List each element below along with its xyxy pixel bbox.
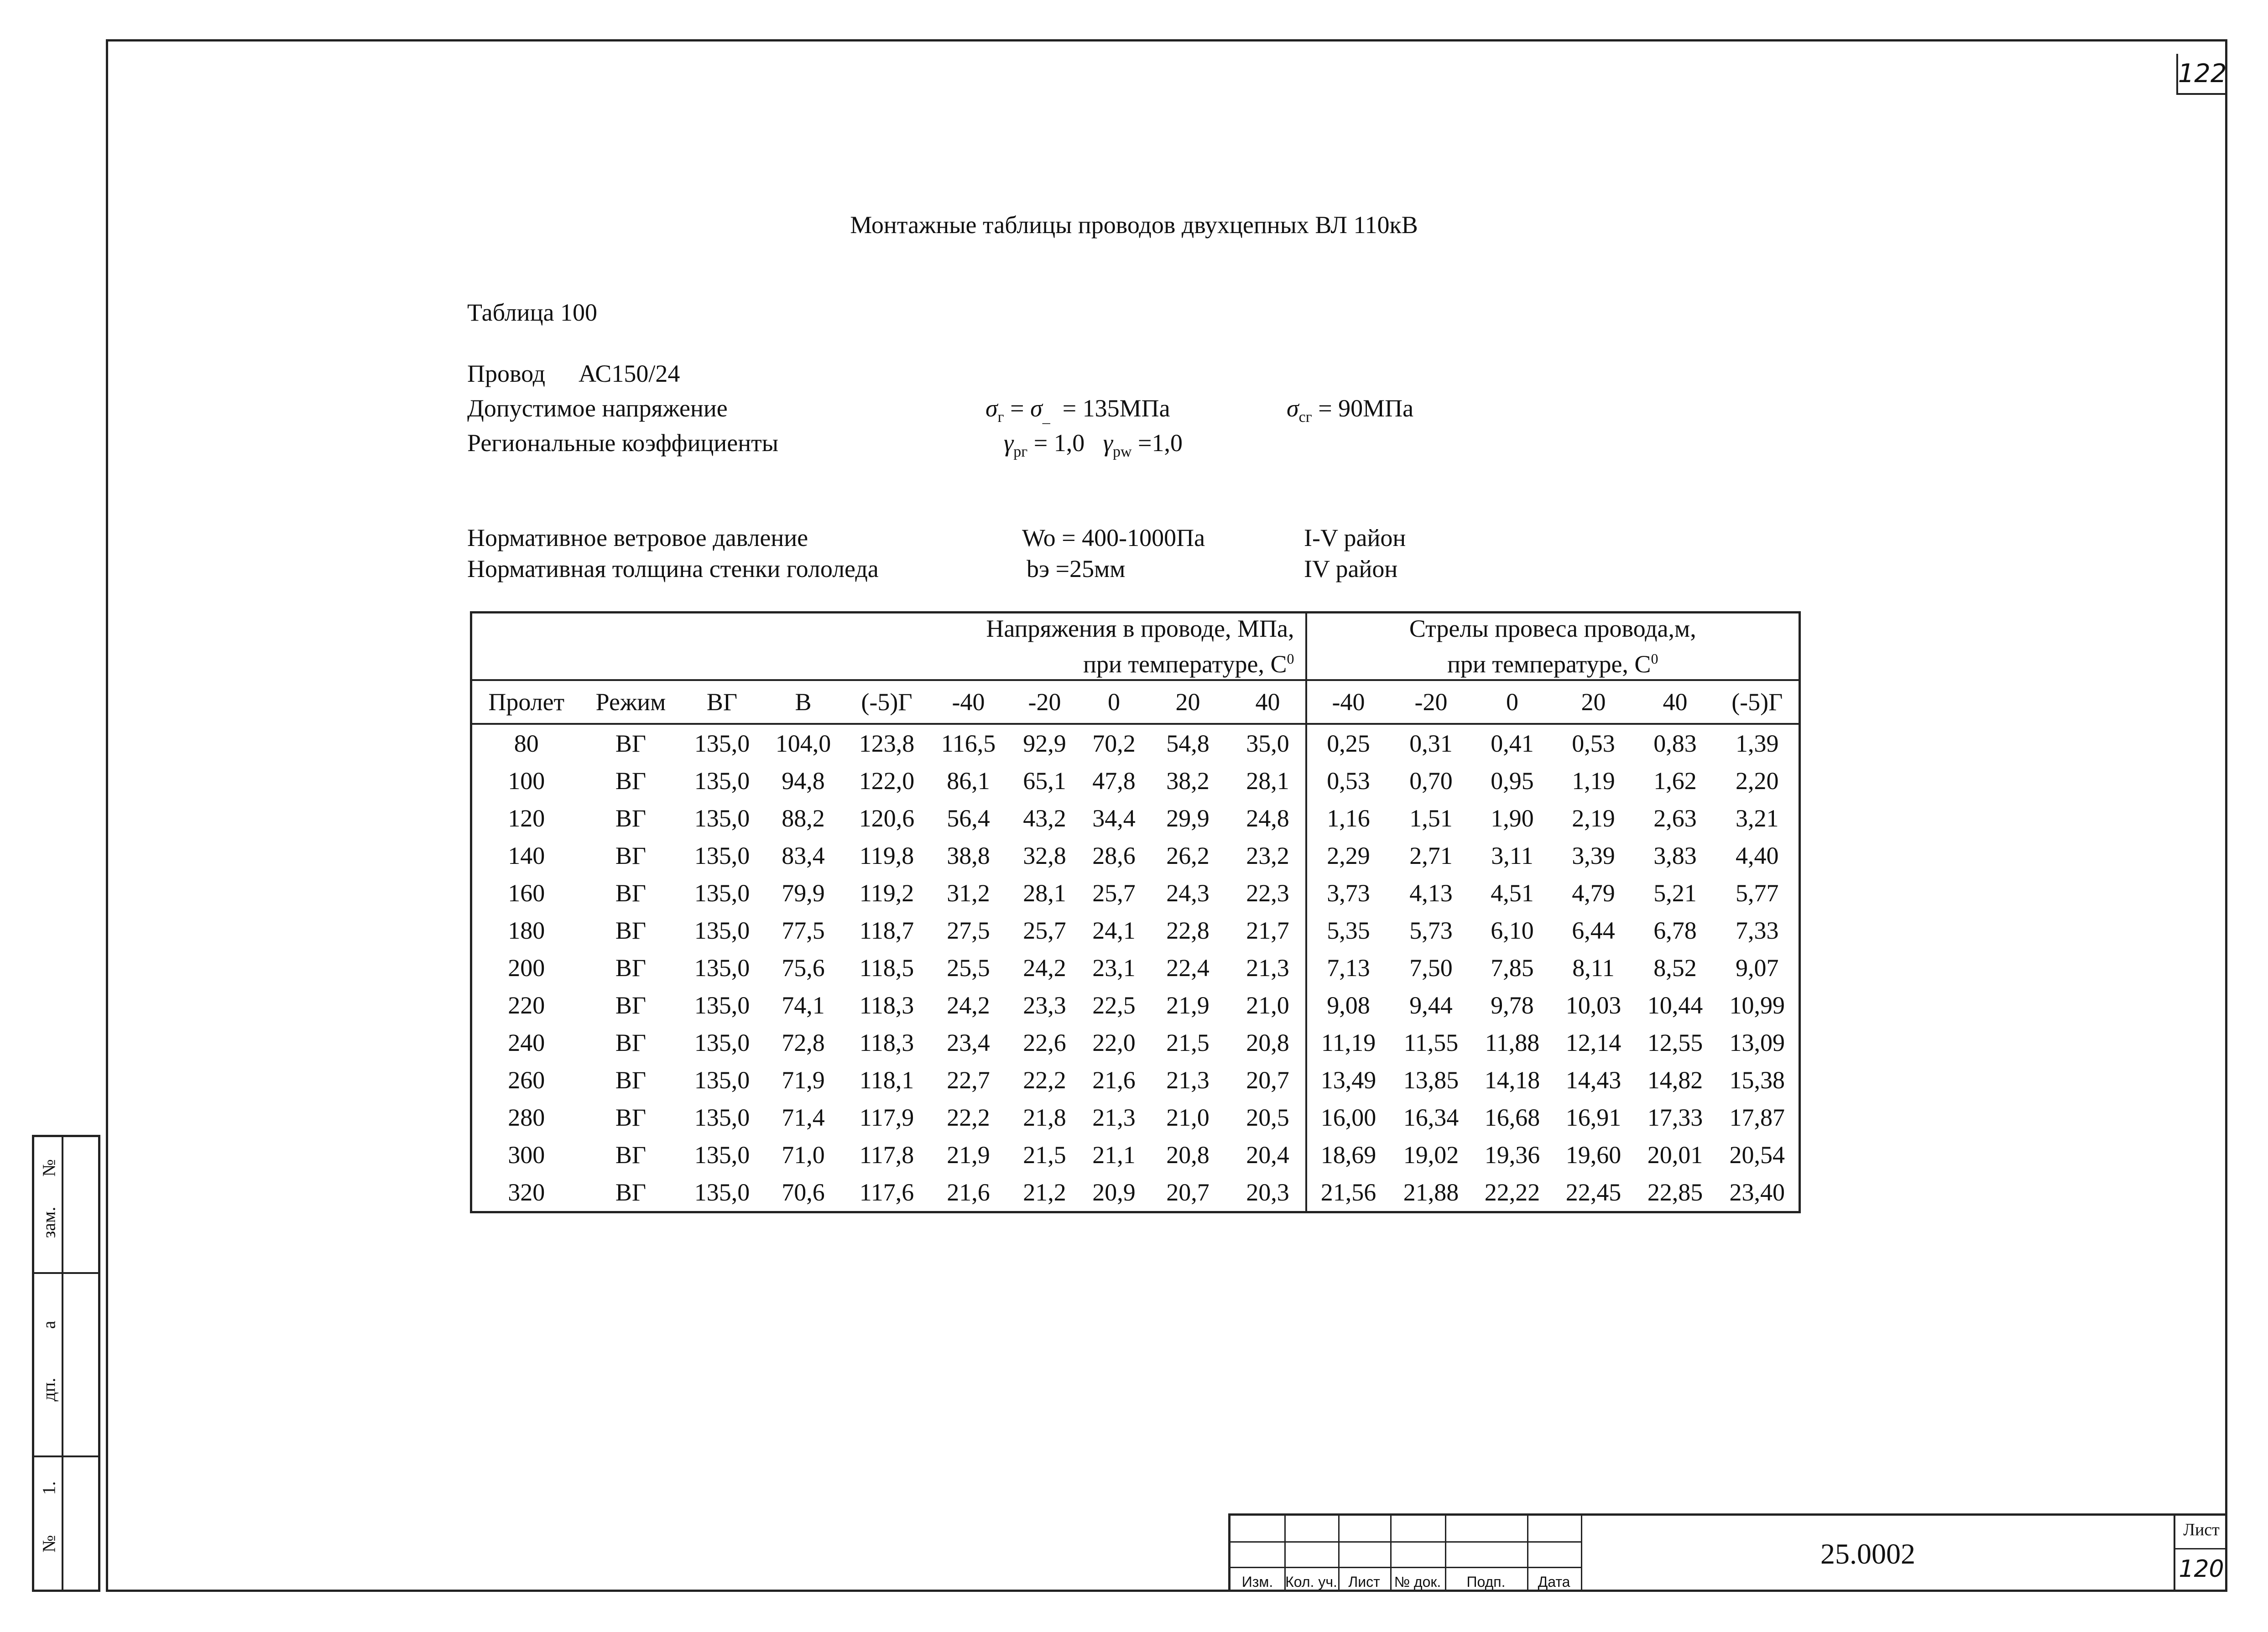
table-cell: 15,38 <box>1716 1061 1800 1099</box>
table-cell: 0,31 <box>1409 730 1453 757</box>
table-cell: 43,2 <box>1023 805 1066 832</box>
table-cell: 6,44 <box>1572 917 1615 944</box>
table-cell: ВГ <box>581 1174 681 1212</box>
table-cell: 135,0 <box>694 879 750 907</box>
table-cell: 28,1 <box>1023 879 1066 907</box>
table-cell: 9,78 <box>1491 992 1534 1019</box>
table-cell: ВГ <box>615 1029 647 1056</box>
column-header: -20 <box>1390 680 1472 724</box>
strip-divider <box>62 1137 63 1590</box>
table-cell: 20,3 <box>1230 1174 1306 1212</box>
table-cell: 20,01 <box>1647 1141 1703 1169</box>
table-cell: 20,7 <box>1246 1066 1289 1094</box>
sheet-number: 120 <box>2179 1555 2224 1583</box>
table-cell: 92,9 <box>1023 730 1066 757</box>
table-cell: 29,9 <box>1166 805 1210 832</box>
table-cell: 118,3 <box>859 992 914 1019</box>
table-cell: 180 <box>471 912 581 949</box>
table-cell: 6,10 <box>1491 917 1534 944</box>
table-cell: 23,1 <box>1092 954 1136 982</box>
table-cell: 22,7 <box>947 1066 990 1094</box>
table-cell: 9,08 <box>1306 987 1390 1024</box>
table-cell: 13,49 <box>1306 1061 1390 1099</box>
table-cell: 0,41 <box>1491 730 1534 757</box>
table-cell: 21,3 <box>1246 954 1289 982</box>
sigma-main: $\sigma_г = \sigma_{\_} = 135МПа$ <box>985 395 1170 426</box>
table-cell: 88,2 <box>782 805 825 832</box>
table-row <box>471 1099 1800 1136</box>
table-cell: 22,2 <box>1023 1066 1066 1094</box>
table-cell: 79,9 <box>782 879 825 907</box>
ice-region: IV район <box>1304 555 1398 582</box>
table-cell: 1,51 <box>1409 805 1453 832</box>
table-row <box>471 949 1800 987</box>
page-title: Монтажные таблицы проводов двухцепных ВЛ 110кВ <box>850 211 1418 239</box>
table-body <box>471 724 1800 1212</box>
table-cell: 71,0 <box>782 1141 825 1169</box>
table-row <box>471 837 1800 874</box>
table-row <box>471 724 1800 762</box>
table-cell: 70,2 <box>1092 730 1136 757</box>
table-cell: 117,8 <box>859 1141 914 1169</box>
table-cell: 2,63 <box>1653 805 1697 832</box>
table-cell: 1,16 <box>1306 800 1390 837</box>
table-row <box>471 1174 1800 1212</box>
table-cell: 1,39 <box>1716 724 1800 762</box>
table-cell: 16,34 <box>1403 1104 1459 1131</box>
table-cell: 24,3 <box>1166 879 1210 907</box>
table-cell: 1,19 <box>1572 767 1615 795</box>
allow-stress-label: Допустимое напряжение <box>467 395 728 422</box>
table-cell: 16,00 <box>1306 1099 1390 1136</box>
table-cell: 135,0 <box>694 1066 750 1094</box>
document-code: 25.0002 <box>1820 1538 1915 1570</box>
table-cell: 22,2 <box>947 1104 990 1131</box>
column-header: (-5)Г <box>844 680 930 724</box>
table-cell: 21,9 <box>947 1141 990 1169</box>
table-cell: 31,2 <box>947 879 990 907</box>
tb-label-doc: № док. <box>1394 1574 1441 1590</box>
table-cell: 21,8 <box>1023 1104 1066 1131</box>
tb-line <box>1581 1516 1582 1592</box>
table-cell: 2,29 <box>1306 837 1390 874</box>
column-header: -20 <box>1007 680 1083 724</box>
table-cell: 22,45 <box>1553 1174 1635 1212</box>
wire-value: АС150/24 <box>579 360 680 387</box>
table-cell: 4,79 <box>1572 879 1615 907</box>
table-row <box>471 800 1800 837</box>
gamma-rg-value: = 1,0 <box>1033 429 1085 457</box>
table-cell: 7,85 <box>1491 954 1534 982</box>
tb-label-kol: Кол. уч. <box>1285 1574 1337 1590</box>
table-cell: 8,52 <box>1653 954 1697 982</box>
table-cell: 26,2 <box>1166 842 1210 869</box>
table-cell: 19,36 <box>1484 1141 1540 1169</box>
table-cell: 22,22 <box>1472 1174 1553 1212</box>
strip-label-dp: дп. <box>38 1377 59 1402</box>
sheet-box-line <box>2175 1548 2227 1549</box>
table-cell: 135,0 <box>694 992 750 1019</box>
table-cell: 21,88 <box>1390 1174 1472 1212</box>
table-cell: ВГ <box>615 1141 647 1169</box>
table-cell: 20,5 <box>1246 1104 1289 1131</box>
table-row <box>471 987 1800 1024</box>
column-header: 0 <box>1472 680 1553 724</box>
column-header: В <box>763 680 844 724</box>
table-cell: 24,1 <box>1092 917 1136 944</box>
table-cell: 8,11 <box>1572 954 1615 982</box>
sheet-box <box>2174 1513 2227 1592</box>
table-cell: 0,95 <box>1491 767 1534 795</box>
table-cell: 135,0 <box>694 1141 750 1169</box>
table-cell: ВГ <box>615 1104 647 1131</box>
table-cell: 34,4 <box>1092 805 1136 832</box>
table-cell: 0,83 <box>1653 730 1697 757</box>
table-cell: 56,4 <box>947 805 990 832</box>
table-cell: 21,7 <box>1246 917 1289 944</box>
column-header: 20 <box>1553 680 1635 724</box>
table-cell: 1,62 <box>1653 767 1697 795</box>
table-cell: 80 <box>471 724 581 762</box>
table-cell: 28,6 <box>1092 842 1136 869</box>
table-cell: ВГ <box>615 842 647 869</box>
table-cell: 10,99 <box>1716 987 1800 1024</box>
table-cell: ВГ <box>615 730 647 757</box>
table-cell: 4,40 <box>1716 837 1800 874</box>
table-cell: 21,5 <box>1166 1029 1210 1056</box>
table-cell: 5,77 <box>1716 874 1800 912</box>
table-cell: 74,1 <box>782 992 825 1019</box>
table-cell: 280 <box>471 1099 581 1136</box>
table-cell: 260 <box>471 1061 581 1099</box>
table-cell: 23,40 <box>1716 1174 1800 1212</box>
table-cell: 71,4 <box>782 1104 825 1131</box>
table-cell: 135,0 <box>694 1029 750 1056</box>
strip-label-zam: зам. <box>38 1206 59 1238</box>
table-cell: 21,0 <box>1166 1104 1210 1131</box>
stress-group-header <box>471 613 1306 681</box>
table-cell: 0,70 <box>1409 767 1453 795</box>
table-cell: 118,3 <box>859 1029 914 1056</box>
title-block <box>1228 1513 2227 1592</box>
table-cell: 14,82 <box>1647 1066 1703 1094</box>
table-cell: 16,68 <box>1484 1104 1540 1131</box>
tb-label-izm: Изм. <box>1241 1574 1273 1590</box>
sag-group-header <box>1306 613 1800 681</box>
table-cell: 3,39 <box>1572 842 1615 869</box>
table-cell: 83,4 <box>782 842 825 869</box>
table-cell: 300 <box>471 1136 581 1174</box>
table-cell: 7,13 <box>1306 949 1390 987</box>
table-cell: 22,0 <box>1092 1029 1136 1056</box>
table-cell: 20,4 <box>1246 1141 1289 1169</box>
gamma-coefficients: $\gamma_{рг} = 1,0$ $\gamma_{pw} =1,0$ <box>1004 429 1183 460</box>
table-cell: 7,50 <box>1409 954 1453 982</box>
table-cell: 119,8 <box>859 842 914 869</box>
table-cell: 77,5 <box>782 917 825 944</box>
table-cell: 17,87 <box>1716 1099 1800 1136</box>
table-cell: 240 <box>471 1024 581 1061</box>
table-cell: ВГ <box>615 1066 647 1094</box>
table-cell: 6,78 <box>1653 917 1697 944</box>
table-cell: 22,3 <box>1246 879 1289 907</box>
strip-line <box>34 1272 98 1274</box>
table-cell: 47,8 <box>1092 767 1136 795</box>
wind-label: Нормативное ветровое давление <box>467 524 808 551</box>
table-cell: ВГ <box>615 992 647 1019</box>
table-cell: 22,8 <box>1166 917 1210 944</box>
table-cell: 22,4 <box>1166 954 1210 982</box>
table-cell: 11,19 <box>1306 1024 1390 1061</box>
column-header: Режим <box>581 680 681 724</box>
table-cell: 0,53 <box>1306 762 1390 800</box>
table-cell: 70,6 <box>763 1174 844 1212</box>
strip-label-num2: № <box>38 1535 59 1553</box>
table-cell: 25,7 <box>1023 917 1066 944</box>
table-cell: 21,3 <box>1092 1104 1136 1131</box>
sag-tension-table <box>470 611 1801 1213</box>
table-cell: 24,2 <box>947 992 990 1019</box>
table-row <box>471 1136 1800 1174</box>
table-cell: 135,0 <box>694 917 750 944</box>
table-cell: 12,14 <box>1565 1029 1621 1056</box>
table-cell: 0,25 <box>1306 724 1390 762</box>
table-cell: 116,5 <box>941 730 996 757</box>
table-cell: 35,0 <box>1246 730 1289 757</box>
table-cell: 20,54 <box>1716 1136 1800 1174</box>
table-cell: 21,5 <box>1023 1141 1066 1169</box>
table-cell: 140 <box>471 837 581 874</box>
table-cell: 14,43 <box>1565 1066 1621 1094</box>
sigma-cg: $\sigma_{сг} = 90МПа$ <box>1287 395 1414 426</box>
table-cell: 9,07 <box>1716 949 1800 987</box>
column-header: 0 <box>1083 680 1146 724</box>
table-cell: ВГ <box>615 767 647 795</box>
table-cell: 18,69 <box>1306 1136 1390 1174</box>
strip-line <box>34 1455 98 1457</box>
column-header: Пролет <box>471 680 581 724</box>
table-cell: 10,03 <box>1565 992 1621 1019</box>
degree-sup: 0 <box>1651 650 1658 667</box>
table-cell: 75,6 <box>782 954 825 982</box>
table-cell: 86,1 <box>947 767 990 795</box>
column-header: (-5)Г <box>1716 680 1800 724</box>
table-label: Таблица 100 <box>467 299 597 326</box>
table-cell: 20,8 <box>1246 1029 1289 1056</box>
table-cell: 20,7 <box>1146 1174 1230 1212</box>
table-cell: 25,5 <box>947 954 990 982</box>
table-cell: 10,44 <box>1647 992 1703 1019</box>
table-cell: ВГ <box>615 917 647 944</box>
table-cell: 120,6 <box>859 805 915 832</box>
gamma-pw-value: =1,0 <box>1138 429 1183 457</box>
table-cell: 22,85 <box>1635 1174 1716 1212</box>
strip-label-num: № <box>38 1159 59 1177</box>
table-cell: 0,53 <box>1572 730 1615 757</box>
stress-group-line2 <box>472 644 1294 679</box>
table-cell: 72,8 <box>782 1029 825 1056</box>
table-cell: 17,33 <box>1647 1104 1703 1131</box>
strip-label-a: а <box>38 1320 59 1329</box>
table-cell: 25,7 <box>1092 879 1136 907</box>
wire-label: Провод <box>467 360 546 387</box>
table-cell: 23,4 <box>947 1029 990 1056</box>
stress-group-line1: Напряжения в проводе, МПа, <box>986 615 1294 642</box>
table-cell: 21,3 <box>1166 1066 1210 1094</box>
sigma-cg-value: = 90МПа <box>1318 395 1414 422</box>
table-cell: 135,0 <box>694 954 750 982</box>
table-cell: 11,88 <box>1485 1029 1540 1056</box>
table-cell: 4,51 <box>1491 879 1534 907</box>
table-cell: 22,6 <box>1023 1029 1066 1056</box>
column-header: 20 <box>1146 680 1230 724</box>
column-header-row <box>471 680 1800 724</box>
table-cell: 120 <box>471 800 581 837</box>
table-cell: ВГ <box>615 879 647 907</box>
table-cell: 14,18 <box>1484 1066 1540 1094</box>
table-cell: 94,8 <box>782 767 825 795</box>
sag-group-line2 <box>1307 644 1799 679</box>
table-cell: 21,2 <box>1007 1174 1083 1212</box>
table-cell: 200 <box>471 949 581 987</box>
table-cell: 3,83 <box>1653 842 1697 869</box>
ice-label: Нормативная толщина стенки гололеда <box>467 555 879 582</box>
table-row <box>471 1024 1800 1061</box>
table-cell: 21,9 <box>1166 992 1210 1019</box>
table-cell: 122,0 <box>859 767 915 795</box>
table-cell: 38,8 <box>947 842 990 869</box>
table-cell: 5,73 <box>1409 917 1453 944</box>
ice-value: bэ =25мм <box>1027 555 1126 582</box>
table-cell: 100 <box>471 762 581 800</box>
regional-label: Региональные коэффициенты <box>467 429 779 457</box>
column-header: 40 <box>1230 680 1306 724</box>
table-cell: 20,9 <box>1083 1174 1146 1212</box>
table-cell: 7,33 <box>1716 912 1800 949</box>
table-cell: 38,2 <box>1166 767 1210 795</box>
table-cell: 2,71 <box>1409 842 1453 869</box>
left-stamp-strip <box>32 1135 100 1592</box>
table-cell: 117,6 <box>844 1174 930 1212</box>
table-cell: 27,5 <box>947 917 990 944</box>
sag-group-line1: Стрелы провеса провода,м, <box>1409 615 1696 642</box>
table-cell: 21,56 <box>1306 1174 1390 1212</box>
tb-line <box>1230 1541 1582 1543</box>
wind-value: Wo = 400-1000Па <box>1022 524 1205 551</box>
table-cell: 19,60 <box>1565 1141 1621 1169</box>
table-cell: 135,0 <box>694 842 750 869</box>
table-row <box>471 762 1800 800</box>
sigma-main-value: = 135МПа <box>1062 395 1170 422</box>
table-cell: 320 <box>471 1174 581 1212</box>
column-header: ВГ <box>681 680 763 724</box>
table-cell: 21,6 <box>930 1174 1007 1212</box>
table-cell: 12,55 <box>1647 1029 1703 1056</box>
table-cell: 9,44 <box>1409 992 1453 1019</box>
table-cell: 21,0 <box>1246 992 1289 1019</box>
column-header: 40 <box>1635 680 1716 724</box>
table-row <box>471 1061 1800 1099</box>
table-cell: 71,9 <box>782 1066 825 1094</box>
table-cell: 135,0 <box>681 1174 763 1212</box>
table-cell: 3,73 <box>1306 874 1390 912</box>
table-row <box>471 912 1800 949</box>
table-cell: 24,8 <box>1246 805 1289 832</box>
tb-line <box>1230 1567 1582 1568</box>
table-cell: 54,8 <box>1166 730 1210 757</box>
table-cell: 23,3 <box>1023 992 1066 1019</box>
wind-region: I-V район <box>1304 524 1406 551</box>
table-cell: 118,1 <box>859 1066 914 1094</box>
sheet-label: Лист <box>2183 1520 2220 1539</box>
table-cell: 21,6 <box>1092 1066 1136 1094</box>
strip-label-1: 1. <box>38 1481 59 1495</box>
table-cell: 135,0 <box>694 805 750 832</box>
table-cell: 22,5 <box>1092 992 1136 1019</box>
table-cell: 135,0 <box>694 1104 750 1131</box>
tb-label-list: Лист <box>1348 1574 1380 1590</box>
table-cell: 4,13 <box>1409 879 1453 907</box>
table-cell: 5,21 <box>1653 879 1697 907</box>
degree-sup: 0 <box>1287 650 1294 667</box>
table-cell: 20,8 <box>1166 1141 1210 1169</box>
table-cell: 117,9 <box>859 1104 914 1131</box>
table-cell: 118,7 <box>859 917 914 944</box>
column-header: -40 <box>1306 680 1390 724</box>
table-cell: 119,2 <box>859 879 914 907</box>
table-cell: 24,2 <box>1023 954 1066 982</box>
table-cell: 21,1 <box>1092 1141 1136 1169</box>
table-cell: 135,0 <box>694 730 750 757</box>
table-cell: 65,1 <box>1023 767 1066 795</box>
table-cell: 13,85 <box>1403 1066 1459 1094</box>
table-cell: 16,91 <box>1565 1104 1621 1131</box>
table-cell: 160 <box>471 874 581 912</box>
tb-label-sign: Подп. <box>1466 1574 1506 1590</box>
table-cell: 123,8 <box>859 730 915 757</box>
table-cell: ВГ <box>615 805 647 832</box>
table-cell: 28,1 <box>1246 767 1289 795</box>
sag-group-line2-text: при температуре, С <box>1447 650 1651 678</box>
table-cell: ВГ <box>615 954 647 982</box>
corner-sheet-number: 122 <box>2176 54 2226 95</box>
table-cell: 11,55 <box>1403 1029 1459 1056</box>
table-cell: 1,90 <box>1491 805 1534 832</box>
table-cell: 2,20 <box>1716 762 1800 800</box>
column-header: -40 <box>930 680 1007 724</box>
table-cell: 118,5 <box>859 954 914 982</box>
table-row <box>471 874 1800 912</box>
table-cell: 13,09 <box>1716 1024 1800 1061</box>
table-cell: 2,19 <box>1572 805 1615 832</box>
table-cell: 23,2 <box>1246 842 1289 869</box>
table-cell: 220 <box>471 987 581 1024</box>
stress-group-line2-text: при температуре, С <box>1083 650 1287 678</box>
table-cell: 32,8 <box>1023 842 1066 869</box>
table-cell: 3,11 <box>1491 842 1533 869</box>
table-cell: 135,0 <box>694 767 750 795</box>
table-cell: 3,21 <box>1716 800 1800 837</box>
table-cell: 19,02 <box>1403 1141 1459 1169</box>
table-cell: 5,35 <box>1306 912 1390 949</box>
table-cell: 104,0 <box>775 730 831 757</box>
tb-label-date: Дата <box>1538 1574 1570 1590</box>
